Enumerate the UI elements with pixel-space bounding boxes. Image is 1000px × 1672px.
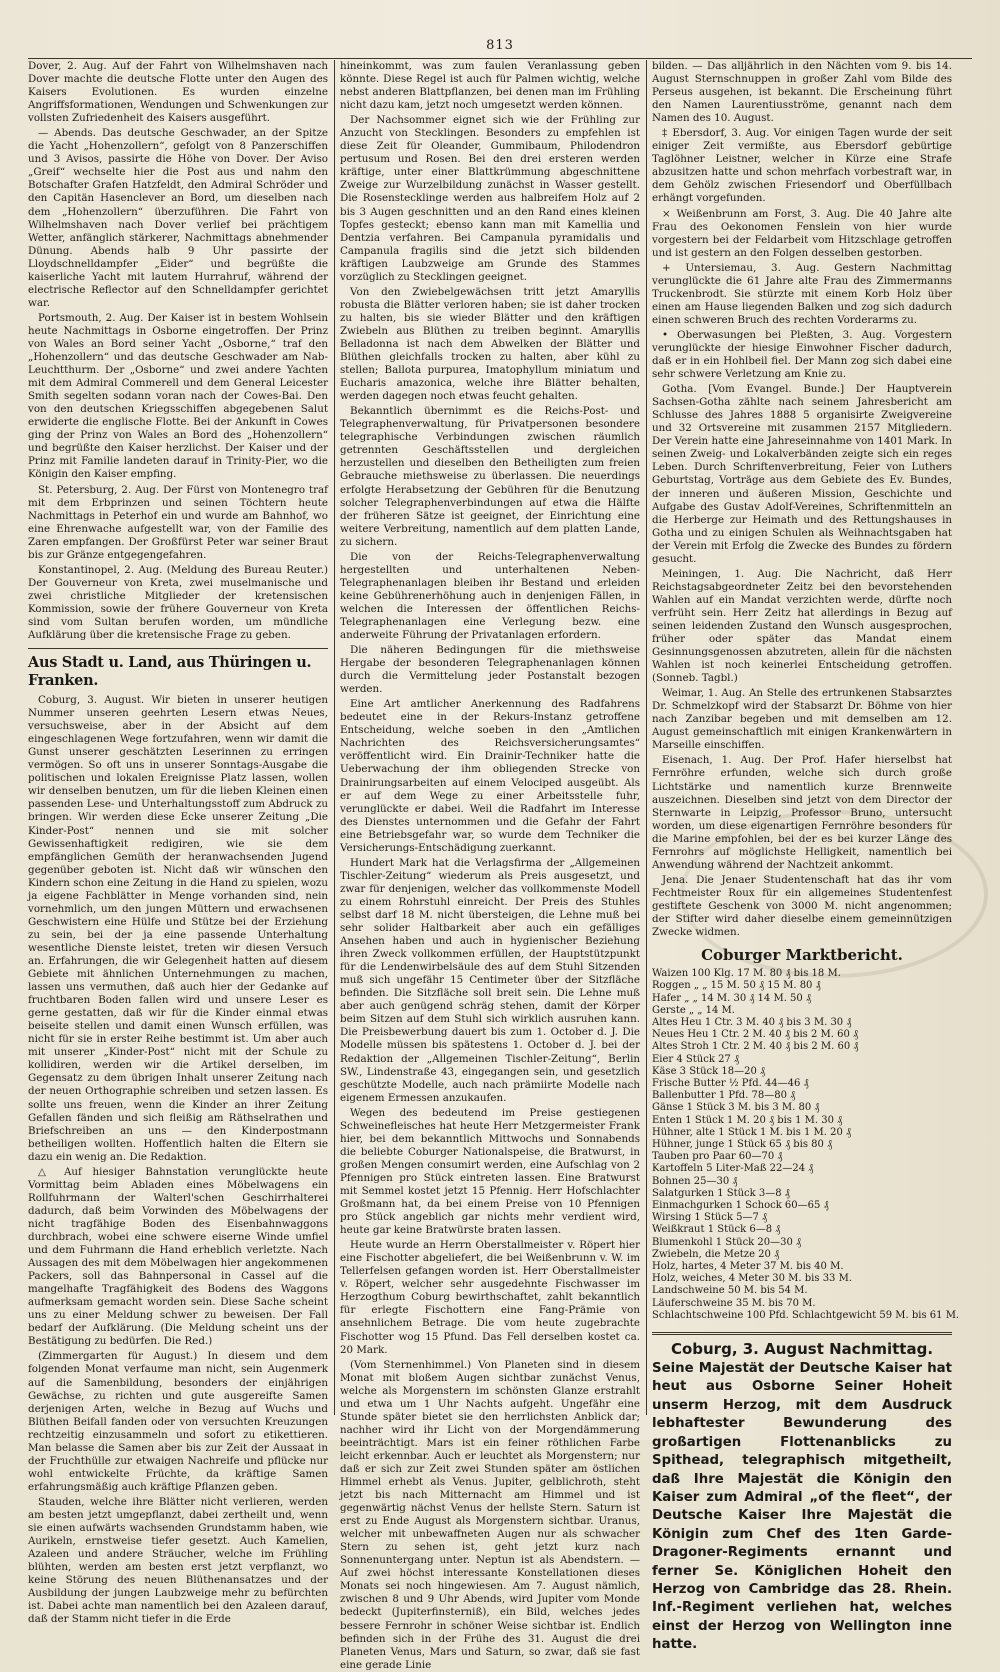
market-line: Roggen „ „ 15 M. 50 ₰ 15 M. 80 ₰ <box>652 980 821 992</box>
article-radfahren: Eine Art amtlicher Anerkennung des Radfahrens bedeutet eine in der Rekurs-Instanz getroffene Entscheidung, welche soeben in den „Amtlichen Nachrichten des Reichsversicherungsamtes“ veröffentlicht wird. Ein Drainir-Techniker hatte die Ueberwachung der ihm obliegenden Strecke von Drainirungsarbeiten auf einem Velociped ausgeübt. Als er auf dem Wege zu einer Arbeitsstelle fuhr, verunglückte er dabei. Weil die Radfahrt im Interesse des Dienstes unternommen und die Gefahr der Fahrt eine Betriebsgefahr war, so wurde dem Techniker die Versicherungs-Entschädigung zuerkannt. <box>340 698 640 854</box>
article-eisenach: Eisenach, 1. Aug. Der Prof. Hafer hierselbst hat Fernröhre erfunden, welche sich durch große Lichtstärke und namentlich kurze Brennweite auszeichnen. Dieselben sind jetzt von dem Director der Sternwarte in Leipzig, Professor Bruno, untersucht worden, um diese eigenartigen Fernröhre besonders für die Marine empfohlen, bei der es bei kurzer Länge des Fernrohrs auf möglichste Helligkeit, namentlich bei Anwendung während der Nachtzeit ankommt. <box>652 754 952 871</box>
market-line: Frische Butter ½ Pfd. 44—46 ₰ <box>652 1077 809 1089</box>
column-right <box>652 60 960 1653</box>
market-line: Salatgurken 1 Stück 3—8 ₰ <box>652 1187 790 1199</box>
market-line: Ballenbutter 1 Pfd. 78—80 ₰ <box>652 1090 796 1102</box>
market-line: Altes Heu 1 Ctr. 3 M. 40 ₰ bis 3 M. 30 ₰ <box>652 1016 852 1028</box>
article-bahnstation: △ Auf hiesiger Bahnstation verunglückte heute Vormittag beim Abladen eines Möbelwagens ein Rollfuhrmann der Walterl'schen Geschirrhalterei dadurch, daß beim Vorwinden des Möbelwagens der nicht tragfähige Boden des Eisenbahnwaggons durchbrach, wobei eine schwere eiserne Winde umfiel und dem Fuhrmann die Hand erheblich verletzte. Nach Aussagen des mit dem Möbelwagen hier angekommenen Packers, soll das Bahnpersonal in Cassel auf die mangelhafte Tragfähigkeit des Bodens des Waggons aufmerksam gemacht worden sein. Diese Sache scheint uns zu einer Meldung schwer zu beweisen. Der Fall bedarf der Aufklärung. (Die Meldung scheint uns der Bestätigung zu bedürfen. Die Red.) <box>28 1165 328 1348</box>
market-line: Holz, hartes, 4 Meter 37 M. bis 40 M. <box>652 1261 844 1273</box>
article-meiningen: Meiningen, 1. Aug. Die Nachricht, daß Herr Reichstagsabgeordneter Zeitz bei den bevorstehenden Wahlen auf ein Mandat verzichten werde, dürfte noch verfrüht sein. Herr Zeitz hat allerdings in Bezug auf seinen leidenden Zustand den Wunsch ausgesprochen, früher oder später das Mandat einem Gesinnungsgenossen abzutreten, allein für die nächsten Wahlen ist noch keinerlei Entscheidung getroffen. (Sonneb. Tagbl.) <box>652 567 952 685</box>
article-telegraphen-2: Die von der Reichs-Telegraphenverwaltung hergestellten und unterhaltenen Neben-Telegraphenanlagen bleiben ihr Bestand und erleiden keine Gebührenerhöhung auch in denjenigen Fällen, in welchen die Interessen der öffentlichen Reichs-Telegraphenanlagen eine Verlegung bezw. eine anderweite Führung der Privatanlagen erfordern. <box>340 550 640 642</box>
article-kinder-post: Coburg, 3. August. Wir bieten in unserer heutigen Nummer unseren geehrten Lesern etwas Neues, versuchsweise, aber in der Absicht auf dem eingeschlagenen Wege fortzufahren, wenn wir damit die Gunst unserer geschätzten Leserinnen zu erringen vermögen. So oft uns in unserer Sonntags-Ausgabe die politischen und lokalen Ereignisse Platz lassen, wollen wir denselben benutzen, um für die lieben Kleinen einen passenden Lese- und Unterhaltungsstoff zum Abdruck zu bringen. Wir werden diese Ecke unserer Zeitung „Die Kinder-Post“ nennen und sie mit solcher Gewissenhaftigkeit redigiren, wie sie dem empfänglichen Gemüth der heranwachsenden Jugend gegenüber geboten ist. Nicht daß wir wünschen den Kindern schon eine Zeitung in die Hand zu spielen, wozu ja eigene Fachblätter in Menge vorhanden sind, nein vornehmlich, um den jungen Müttern und erwachsenen Geschwistern eine Hülfe und Stütze bei der Erziehung zu sein, bei der ja eine passende Unterhaltung wesentliche Dienste leistet, treten wir diesen Versuch an. Erfahrungen, die wir Gelegenheit hatten auf diesem Gebiete mit ähnlichen Unternehmungen zu machen, lassen uns vermuthen, daß auch hier der Gedanke auf fruchtbaren Boden fallen wird und unsere Leser es gerne gestatten, daß wir für die Kinder einmal etwas beiseite stellen und damit einen Wunsch erfüllen, was nicht für sie in erster Reihe bestimmt ist. Um aber auch mit unserer „Kinder-Post“ nicht mit der Schule zu kollidiren, werden wir die Artikel derselben, im Gegensatz zu dem übrigen Inhalt unserer Zeitung nach der neuen Orthographie schreiben und setzen lassen. Es sollte uns freuen, wenn die Kinder an ihrer Zeitung Gefallen fänden und sich fleißig am Räthselrathen und Briefschreiben an uns — den Kinderpostmann betheiligen wollten. Hoffentlich halten die Eltern sie dazu ein wenig an. Die Redaktion. <box>28 694 328 1163</box>
market-line: Zwiebeln, die Metze 20 ₰ <box>652 1248 780 1260</box>
article-jena: Jena. Die Jenaer Studentenschaft hat das ihr vom Fechtmeister Roux für ein allgemeines Studentenfest gestiftete Geschenk von 3000 M. nicht angenommen; der Stifter wird daher dieselbe einem gemeinnützigen Zwecke widmen. <box>652 873 952 939</box>
section-heading: Aus Stadt u. Land, aus Thüringen u. Franken. <box>28 648 328 690</box>
article-konstantinopel: Konstantinopel, 2. Aug. (Meldung des Bureau Reuter.) Der Gouverneur von Kreta, zwei muselmanische und zwei christliche Mitglieder der kretensischen Kommission, sowie der frühere Gouverneur von Kreta sind vom Sultan berufen worden, um mündliche Aufklärung über die kretensische Frage zu geben. <box>28 563 328 642</box>
telegram-bulletin-title: Coburg, 3. August Nachmittag. <box>652 1332 952 1356</box>
market-report-list <box>652 968 960 1322</box>
telegram-bulletin-text: Seine Majestät der Deutsche Kaiser hat heut aus Osborne Seiner Hoheit unserm Herzog, mit dem Ausdruck lebhaftester Bewunderung des großartigen Flottenanblicks zu Spithead, telegraphisch mitgetheilt, daß Ihre Majestät die Königin den Kaiser zum Admiral „of the fleet“, der Deutsche Kaiser Ihre Majestät die Königin zum Chef des 1ten Garde-Dragoner-Regiments ernannt und ferner Se. Königlichen Hoheit den Herzog von Cambridge das 28. Rhein. Inf.-Regiment verliehen hat, welches einst der Herzog von Wellington inne hatte. <box>652 1361 952 1653</box>
article-zimmergarten: (Zimmergarten für August.) In diesem und dem folgenden Monat verfaume man nicht, sein Augenmerk auf die Samenbildung, besonders der einjährigen Gewächse, zu richten und gute ausgereifte Samen derjenigen Arten, welche in Bezug auf Wuchs und Blüthen Beifall fanden oder von versuchten Kreuzungen rechtzeitig einzusammeln und sofort zu etikettieren. Man belasse die Samen aber bis zur Zeit der Aussaat in der Fruchthülle zur etwaigen Nachreife und pflücke nur wohl entwickelte Früchte, da kräftige Samen erfahrungsmäßig auch kräftige Pflanzen geben. <box>28 1350 328 1493</box>
article-portsmouth: Portsmouth, 2. Aug. Der Kaiser ist in bestem Wohlsein heute Nachmittags in Osborne eingetroffen. Der Prinz von Wales an Bord seiner Yacht „Osborne,“ traf den „Hohenzollern“ und das deutsche Geschwader am Nab-Leuchtthurm. Der „Osborne“ und zwei andere Yachten mit dem Admiral Commerell und dem General Leicester Smith segelten sodann voran nach der Cowes-Bai. Den von den deutschen Kriegsschiffen abgegebenen Salut erwiderte die englische Flotte. Bei der Ankunft in Cowes ging der Prinz von Wales an Bord des „Hohenzollern“ und begrüßte den Kaiser herzlichst. Der Kaiser und der Prinz mit Familie landeten darauf in Trinity-Pier, wo die Königin den Kaiser empfing. <box>28 311 328 481</box>
market-line: Weißkraut 1 Stück 6—8 ₰ <box>652 1224 781 1236</box>
page-number: 813 <box>486 38 514 53</box>
market-line: Tauben pro Paar 60—70 ₰ <box>652 1151 783 1163</box>
market-report-title: Coburger Marktbericht. <box>701 946 903 965</box>
column-divider <box>646 60 647 1415</box>
market-line: Hafer „ „ 14 M. 30 ₰ 14 M. 50 ₰ <box>652 992 811 1004</box>
market-line: Läuferschweine 35 M. bis 70 M. <box>652 1297 816 1309</box>
market-line: Schlachtschweine 100 Pfd. Schlachtgewicht 59 M. bis 61 M. <box>652 1309 960 1321</box>
market-line: Käse 3 Stück 18—20 ₰ <box>652 1065 765 1077</box>
article-telegraphen-3: Die näheren Bedingungen für die miethsweise Hergabe der besonderen Telegraphenanlagen können durch die Vermittelung jeder Postanstalt bezogen werden. <box>340 644 640 696</box>
article-oberwasungen: • Oberwasungen bei Pleßten, 3. Aug. Vorgestern verunglückte der hiesige Einwohner Fischer dadurch, daß er in ein Hohlbeil fiel. Der Mann zog sich dabei eine sehr schwere Verletzung am Knie zu. <box>652 328 952 381</box>
column-left <box>28 60 328 1626</box>
market-line: Gänse 1 Stück 3 M. bis 3 M. 80 ₰ <box>652 1102 820 1114</box>
article-weimar: Weimar, 1. Aug. An Stelle des ertrunkenen Stabsarztes Dr. Schmelzkopf wird der Stabsarzt Dr. Böhme von hier nach Zanzibar begeben und mit demselben am 12. August gemeinschaftlich mit einigen Krankenwärtern in Marseille einschiffen. <box>652 687 952 752</box>
article-zwiebelgewaechse: Von den Zwiebelgewächsen tritt jetzt Amaryllis robusta die Blätter verloren haben; sie ist daher trocken zu halten, bis sie wieder Blätter und den kräftigen Zwiebeln aus Blüthen zu treiben beginnt. Amaryllis Belladonna ist nach dem Abwelken der Blätter und Blüthen gleichfalls trocken zu halten, aber kühl zu stellen; Ballota purpurea, Imatophyllum miniatum und Eucharis amazonica, welche ihre Blätter behalten, werden dagegen noch etwas feucht gehalten. <box>340 285 640 403</box>
article-dover-evening: — Abends. Das deutsche Geschwader, an der Spitze die Yacht „Hohenzollern“, gefolgt von 8 Panzerschiffen und 3 Avisos, passirte die Höhe von Dover. Der Aviso „Greif“ wechselte hier die Post aus und nahm den Botschafter Grafen Hatzfeldt, den Admiral Schröder und den Capitän Hasenclever an Bord, um dieselben nach dem „Hohenzollern“ überzuführen. Die Fahrt von Wilhelmshaven nach Dover verlief bei prächtigem Wetter, anfänglich stärkerer, Nachmittags abnehmender Dünung. Abends halb 9 Uhr passirte der Lloydschnelldampfer „Eider“ und begrüßte die kaiserliche Yacht mit lautem Hurrahruf, während der electrische Reflector auf den Schnelldampfer gerichtet war. <box>28 127 328 309</box>
market-line: Gerste „ „ 14 M. <box>652 1004 735 1016</box>
article-weissenbrunn: × Weißenbrunn am Forst, 3. Aug. Die 40 Jahre alte Frau des Oekonomen Fenslein von hier wurde vorgestern bei der Feldarbeit vom Hitzschlage getroffen und ist gestern an den Folgen desselben gestorben. <box>652 207 952 259</box>
article-dover: Dover, 2. Aug. Auf der Fahrt von Wilhelmshaven nach Dover machte die deutsche Flotte unter den Augen des Kaisers Evolutionen. Es wurden einzelne Angriffsformationen, Wendungen und Schwenkungen zur vollsten Zufriedenheit des Kaisers ausgeführt. <box>28 60 328 125</box>
article-sternschnuppen: bilden. — Das alljährlich in den Nächten vom 9. bis 14. August Sternschnuppen in großer Zahl vom Bilde des Perseus ausgehen, ist bekannt. Die Erscheinung führt den Namen Laurentiusströme, genannt nach dem Namen des 10. August. <box>652 60 952 125</box>
market-line: Eier 4 Stück 27 ₰ <box>652 1053 739 1065</box>
article-fischotter: Heute wurde an Herrn Oberstallmeister v. Röpert hier eine Fischotter abgeliefert, die bei Weißenbrunn v. W. im Tellerfelsen gefangen worden ist. Herr Oberstallmeister v. Röpert, welcher sehr ausgedehnte Fischwasser im Herzogthum Coburg bewirthschaftet, zahlt bekanntlich für erlegte Fischottern eine Fang-Prämie von ansehnlichem Betrage. Die vom heute zugebrachte Fischotter wog 15 Pfund. Das Fell derselben kostet ca. 20 Mark. <box>340 1239 640 1356</box>
market-line: Einmachgurken 1 Schock 60—65 ₰ <box>652 1200 829 1211</box>
article-untersiemau: + Untersiemau, 3. Aug. Gestern Nachmittag verunglückte die 61 Jahre alte Frau des Zimmermanns Truckenbrodt. Sie stürzte mit einem Korb Holz über einen am Hause liegenden Balken und zog sich dadurch einen schweren Bruch des rechten Vorderarms zu. <box>652 261 952 326</box>
market-line: Enten 1 Stück 1 M. 20 ₰ bis 1 M. 30 ₰ <box>652 1114 843 1126</box>
market-line: Waizen 100 Klg. 17 M. 80 ₰ bis 18 M. <box>652 968 841 980</box>
article-gotha: Gotha. [Vom Evangel. Bunde.] Der Hauptverein Sachsen-Gotha zählte nach seinem Jahresbericht am Schlusse des Jahres 1888 5 organisirte Zweigvereine und 32 Ortsvereine mit zusammen 2157 Mitgliedern. Der Verein hatte eine Jahreseinnahme von 1401 Mark. In seinen Zweig- und Lokalverbänden zeigte sich ein reges Leben. Durch Schriftenverbreitung, Feier von Luthers Geburtstag, Vorträge aus dem Gebiete des Ev. Bundes, der inneren und äußeren Mission, Geschichte und Aufgabe des Gustav Adolf-Vereines, Schriftenmitteln an die Herberge zur Heimath und des Rettungshauses in Gotha und zu einigen Schulen als Weihnachtsgaben hat der Verein mit Erfolg die Zwecke des Bundes zu fördern gesucht. <box>652 383 952 565</box>
market-line: Bohnen 25—30 ₰ <box>652 1175 738 1187</box>
market-line: Wirsing 1 Stück 5—7 ₰ <box>652 1212 768 1224</box>
market-line: Altes Stroh 1 Ctr. 2 M. 40 ₰ bis 2 M. 60 ₰ <box>652 1041 859 1053</box>
market-line: Holz, weiches, 4 Meter 30 M. bis 33 M. <box>652 1273 853 1285</box>
market-line: Hühner, junge 1 Stück 65 ₰ bis 80 ₰ <box>652 1138 833 1150</box>
market-line: Neues Heu 1 Ctr. 2 M. 40 ₰ bis 2 M. 60 ₰ <box>652 1029 859 1041</box>
article-stecklinge: Der Nachsommer eignet sich wie der Frühling zur Anzucht von Stecklingen. Besonders zu empfehlen ist diese Zeit für Oleander, Gummibaum, Philodendron pertusum und Rosen. Bei den drei ersteren werden kräftige, unter einer Blattkrümmung abgeschnittene Zweige zur Wurzelbildung zunächst in Wasser gestellt. Die Rosenstecklinge werden aus halbreifem Holz auf 2 bis 3 Augen geschnitten und an den Rand eines kleinen Topfes gesteckt; ebenso kann man mit Kamellia und Dentzia verfahren. Bei Campanula pyramidalis und Campanula fragilis sind die jetzt sich bildenden kräftigen Laubzweige am Grunde des Stammes vorzüglich zu Stecklingen geeignet. <box>340 114 640 283</box>
article-zimmergarten-cont: Stauden, welche ihre Blätter nicht verlieren, werden am besten jetzt umgepflanzt, dabei zertheilt und, wenn sie einen aufwärts wachsenden Grundstamm haben, wie Aurikeln, ernstweise tiefer gesetzt. Auch Kamelien, Azaleen und andere Sträucher, welche im Frühling blühten, werden am besten erst jetzt verpflanzt, wo keine Störung des neuen Blüthenansatzes und der Ausbildung der jungen Laubzweige mehr zu befürchten ist. Dabei achte man namentlich bei den Azaleen darauf, daß der Stamm nicht tiefer in die Erde <box>28 1495 328 1626</box>
market-line: Kartoffeln 5 Liter-Maß 22—24 ₰ <box>652 1163 814 1175</box>
article-ebersdorf: ‡ Ebersdorf, 3. Aug. Vor einigen Tagen wurde der seit einiger Zeit vermißte, aus Ebersdorf gebürtige Taglöhner Leistner, welcher in Kürze eine Strafe abzusitzen hatte und schon mehrfach vorbestraft war, in dem Gehölz zwischen Friesendorf und Oberfüllbach erhängt vorgefunden. <box>652 127 952 205</box>
market-line: Hühner, alte 1 Stück 1 M. bis 1 M. 20 ₰ <box>652 1126 852 1138</box>
market-line: Landschweine 50 M. bis 54 M. <box>652 1285 808 1297</box>
header-rule <box>28 58 972 59</box>
article-sternenhimmel: (Vom Sternenhimmel.) Von Planeten sind in diesem Monat mit bloßem Augen sichtbar zunächst Venus, welche als Morgenstern im schönsten Glanze erstrahlt und etwa um 1 Uhr Nachts aufgeht. Ungefähr eine Stunde später bietet sie den herrlichsten Anblick dar; nachher wird ihr Licht von der Morgendämmerung beeinträchtigt. Mars ist ein feiner röthlichen Farbe leicht erkennbar. Auch er leuchtet als Morgenstern; nur daß er sich zur Zeit zwei Stunden später am östlichen Himmel erhebt als Venus. Jupiter, gelblichroth, steht jetzt bis nach Mitternacht am Himmel und ist gegenwärtig nächst Venus der hellste Stern. Saturn ist erst zu Ende August als Morgenstern sichtbar. Uranus, welcher mit unbewaffneten Augen nur als schwacher Stern zu sehen ist, geht jetzt kurz nach Sonnenuntergang unter. Neptun ist als Abendstern. — Auf zwei höchst interessante Konstellationen dieses Monats sei noch hingewiesen. Am 7. August nämlich, zwischen 8 und 9 Uhr Abends, wird Jupiter vom Monde bedeckt (Jupiterfinsterniß), ein Bild, welches jedes bessere Fernrohr in schöner Weise sichtbar ist. Endlich befinden sich in der Frühe des 31. August die drei Planeten Venus, Mars und Saturn, so zwar, daß sie fast eine gerade Linie <box>340 1358 640 1671</box>
article-preisausschreiben: Hundert Mark hat die Verlagsfirma der „Allgemeinen Tischler-Zeitung“ wiederum als Preis ausgesetzt, und zwar für denjenigen, welcher das vollkommenste Modell zu einem Rohrstuhl einreicht. Der Preis des Stuhles selbst darf 18 M. nicht übersteigen, die Lehne muß bei sehr solider Haltbarkeit aber auch ein gefälliges Ansehen haben und auch in hygienischer Beziehung ihren Zweck vollkommen erfüllen, der Hauptstützpunkt für die Lendenwirbelsäule des auf dem Stuhl Sitzenden muß sich ungefähr 15 Centimeter über der Sitzfläche befinden. Die Sitzfläche soll breit sein. Die Lehne muß aber auch genügend schräg stehen, damit der Körper beim Sitzen auf dem Stuhl sich wirklich ausruhen kann. Die Preisbewerbung dauert bis zum 1. October d. J. Die Modelle müssen bis spätestens 1. October d. J. bei der Redaktion der „Allgemeinen Tischler-Zeitung“, Berlin SW., Lindenstraße 43, eingegangen sein, und gesetzlich geschützte Modelle, auch nach prämiirte Modelle nach eigenem Ermessen anzukaufen. <box>340 856 640 1104</box>
article-st-petersburg: St. Petersburg, 2. Aug. Der Fürst von Montenegro traf mit dem Erbprinzen und seinen Töchtern heute Nachmittags in Peterhof ein und wurde am Bahnhof, wo eine Ehrenwache aufgestellt war, von der Familie des Zaren empfangen. Der Großfürst Peter war seiner Braut bis zur Gränze entgegengefahren. <box>28 483 328 561</box>
column-divider <box>334 60 335 1415</box>
article-bratwurst: Wegen des bedeutend im Preise gestiegenen Schweinefleisches hat heute Herr Metzgermeister Frank hier, bei dem bekanntlich Mittwochs und Sonnabends die beliebte Coburger Nationalspeise, die Bratwurst, in großen Mengen consumirt werden, eine Aufschlag von 2 Pfennigen pro Stück eintreten lassen. Eine Bratwurst mit Semmel kostet jetzt 15 Pfennig. Herr Hofschlachter Großmann hat, da bei einem Preise von 10 Pfennigen pro Stück angeblich gar nichts mehr verdient wird, heute gar keine Bratwürste braten lassen. <box>340 1106 640 1237</box>
market-line: Blumenkohl 1 Stück 20—30 ₰ <box>652 1236 802 1248</box>
column-middle <box>340 60 640 1671</box>
article-zimmergarten-end: hineinkommt, was zum faulen Veranlassung geben könnte. Diese Regel ist auch für Palmen wichtig, welche nebst anderen Blattpflanzen, bei denen man im Frühling nicht dazu kam, jetzt noch umgesetzt werden können. <box>340 60 640 112</box>
article-telegraphen: Bekanntlich übernimmt es die Reichs-Post- und Telegraphenverwaltung, für Privatpersonen besondere telegraphische Verbindungen zwischen räumlich getrennten Geschäftsstellen und dergleichen herzustellen und dieselben den Betheiligten zum freien Gebrauche miethsweise zu überlassen. Die neuerdings erfolgte Herabsetzung der Gebühren für die Benutzung solcher Telegraphenverbindungen auf etwa die Hälfte der früheren Sätze ist geeignet, der Einrichtung eine weitere Verbreitung, namentlich auf dem platten Lande, zu sichern. <box>340 405 640 548</box>
